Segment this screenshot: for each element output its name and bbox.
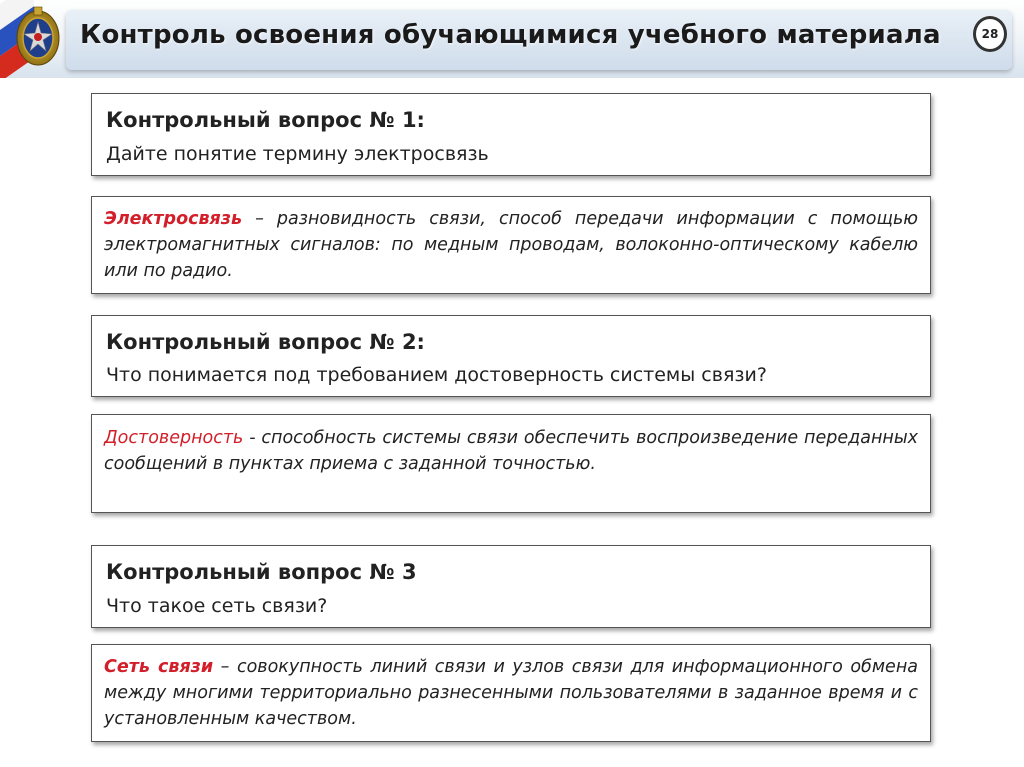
answer-term: Электросвязь xyxy=(104,209,243,229)
page-number-badge: 28 xyxy=(973,16,1007,52)
answer-box-2 xyxy=(91,414,931,513)
question-text: Что понимается под требованием достоверность системы связи? xyxy=(106,364,767,386)
answer-text xyxy=(104,425,918,477)
answer-definition: - способность системы связи обеспечить воспроизведение переданных сообщений в пунктах приема с заданной точностью. xyxy=(104,428,918,474)
answer-text xyxy=(104,206,918,284)
question-box-2 xyxy=(91,315,931,397)
question-title: Контрольный вопрос № 2: xyxy=(106,330,425,354)
question-title: Контрольный вопрос № 1: xyxy=(106,108,425,132)
answer-text xyxy=(104,654,918,732)
header xyxy=(0,0,1024,78)
page-title: Контроль освоения обучающимися учебного материала xyxy=(80,20,941,50)
answer-term: Сеть связи xyxy=(104,657,214,677)
answer-definition: – разновидность связи, способ передачи информации с помощью электромагнитных сигналов: по медным проводам, волоконно-оптическому кабелю или по радио. xyxy=(104,209,918,281)
question-text: Дайте понятие термину электросвязь xyxy=(106,143,489,165)
question-title: Контрольный вопрос № 3 xyxy=(106,560,417,584)
academy-emblem-icon xyxy=(14,4,62,68)
question-text: Что такое сеть связи? xyxy=(106,595,328,617)
answer-box-3 xyxy=(91,644,931,742)
question-box-1 xyxy=(91,93,931,176)
answer-definition: – совокупность линий связи и узлов связи для информационного обмена между многими территориально разнесенными пользователями в заданное время и с установленным качеством. xyxy=(104,657,918,729)
answer-box-1 xyxy=(91,196,931,294)
answer-term: Достоверность xyxy=(104,428,244,448)
question-box-3 xyxy=(91,545,931,628)
